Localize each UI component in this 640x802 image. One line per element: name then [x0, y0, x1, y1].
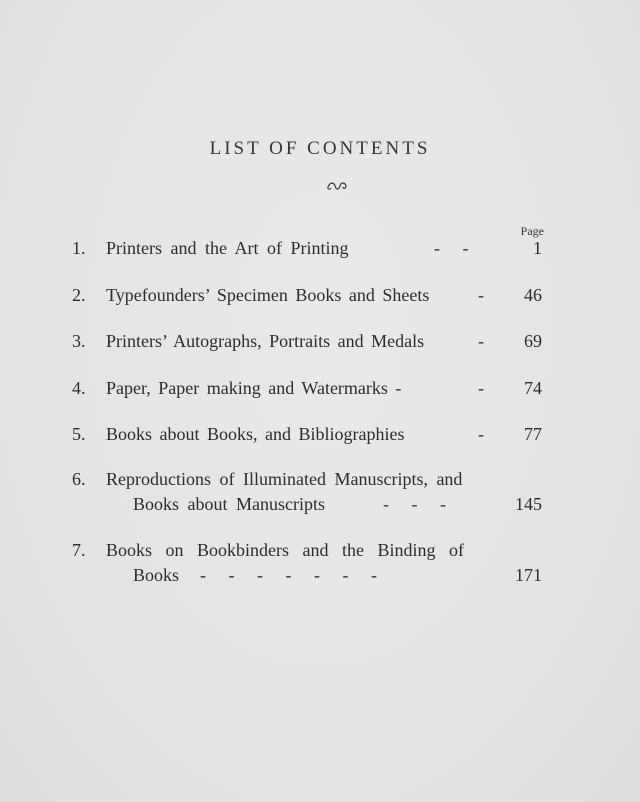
leader-dashes: - - - — [383, 494, 446, 514]
toc-entry — [0, 331, 640, 357]
leader-dashes: - - — [434, 238, 469, 258]
toc-entry-continuation — [0, 494, 640, 520]
entry-number: 3. — [72, 331, 86, 351]
entry-number: 1. — [72, 238, 86, 258]
entry-page-number: 69 — [524, 331, 542, 351]
leader-dashes: - — [478, 424, 484, 444]
entry-title: Printers’ Autographs, Portraits and Medals — [106, 331, 425, 351]
entry-title: Reproductions of Illuminated Manuscripts, and — [106, 469, 463, 489]
entry-page-number: 46 — [524, 285, 542, 305]
toc-entry — [0, 378, 640, 404]
leader-dashes: - — [478, 378, 484, 398]
leader-dashes: - — [478, 285, 484, 305]
entry-title: Books about Books, and Bibliographies — [106, 424, 405, 444]
entry-title-continued: Books about Manuscripts — [133, 494, 325, 514]
entry-title: Paper, Paper making and Watermarks - — [106, 378, 402, 398]
toc-entry — [0, 285, 640, 311]
entry-page-number: 77 — [524, 424, 542, 444]
toc-entry-continuation — [0, 565, 640, 591]
entry-title: Typefounders’ Specimen Books and Sheets — [106, 285, 430, 305]
page-title: LIST OF CONTENTS — [209, 138, 431, 159]
entry-number: 6. — [72, 469, 86, 489]
entry-page-number: 1 — [533, 238, 542, 258]
entry-page-number: 145 — [515, 494, 542, 514]
flourish-ornament-icon — [326, 180, 348, 192]
entry-number: 4. — [72, 378, 86, 398]
entry-title: Printers and the Art of Printing — [106, 238, 349, 258]
toc-entry — [0, 424, 640, 450]
entry-number: 7. — [72, 540, 86, 560]
toc-entry — [0, 238, 640, 264]
leader-dashes: - - - - - - - — [200, 565, 377, 585]
entry-page-number: 171 — [515, 565, 542, 585]
entry-title-continued: Books — [133, 565, 180, 585]
entry-number: 5. — [72, 424, 86, 444]
entry-page-number: 74 — [524, 378, 542, 398]
leader-dashes: - — [478, 331, 484, 351]
entry-number: 2. — [72, 285, 86, 305]
toc-entry — [0, 540, 640, 566]
page-column-label: Page — [520, 224, 544, 238]
entry-title: Books on Bookbinders and the Binding of — [106, 540, 464, 560]
toc-entry — [0, 469, 640, 495]
